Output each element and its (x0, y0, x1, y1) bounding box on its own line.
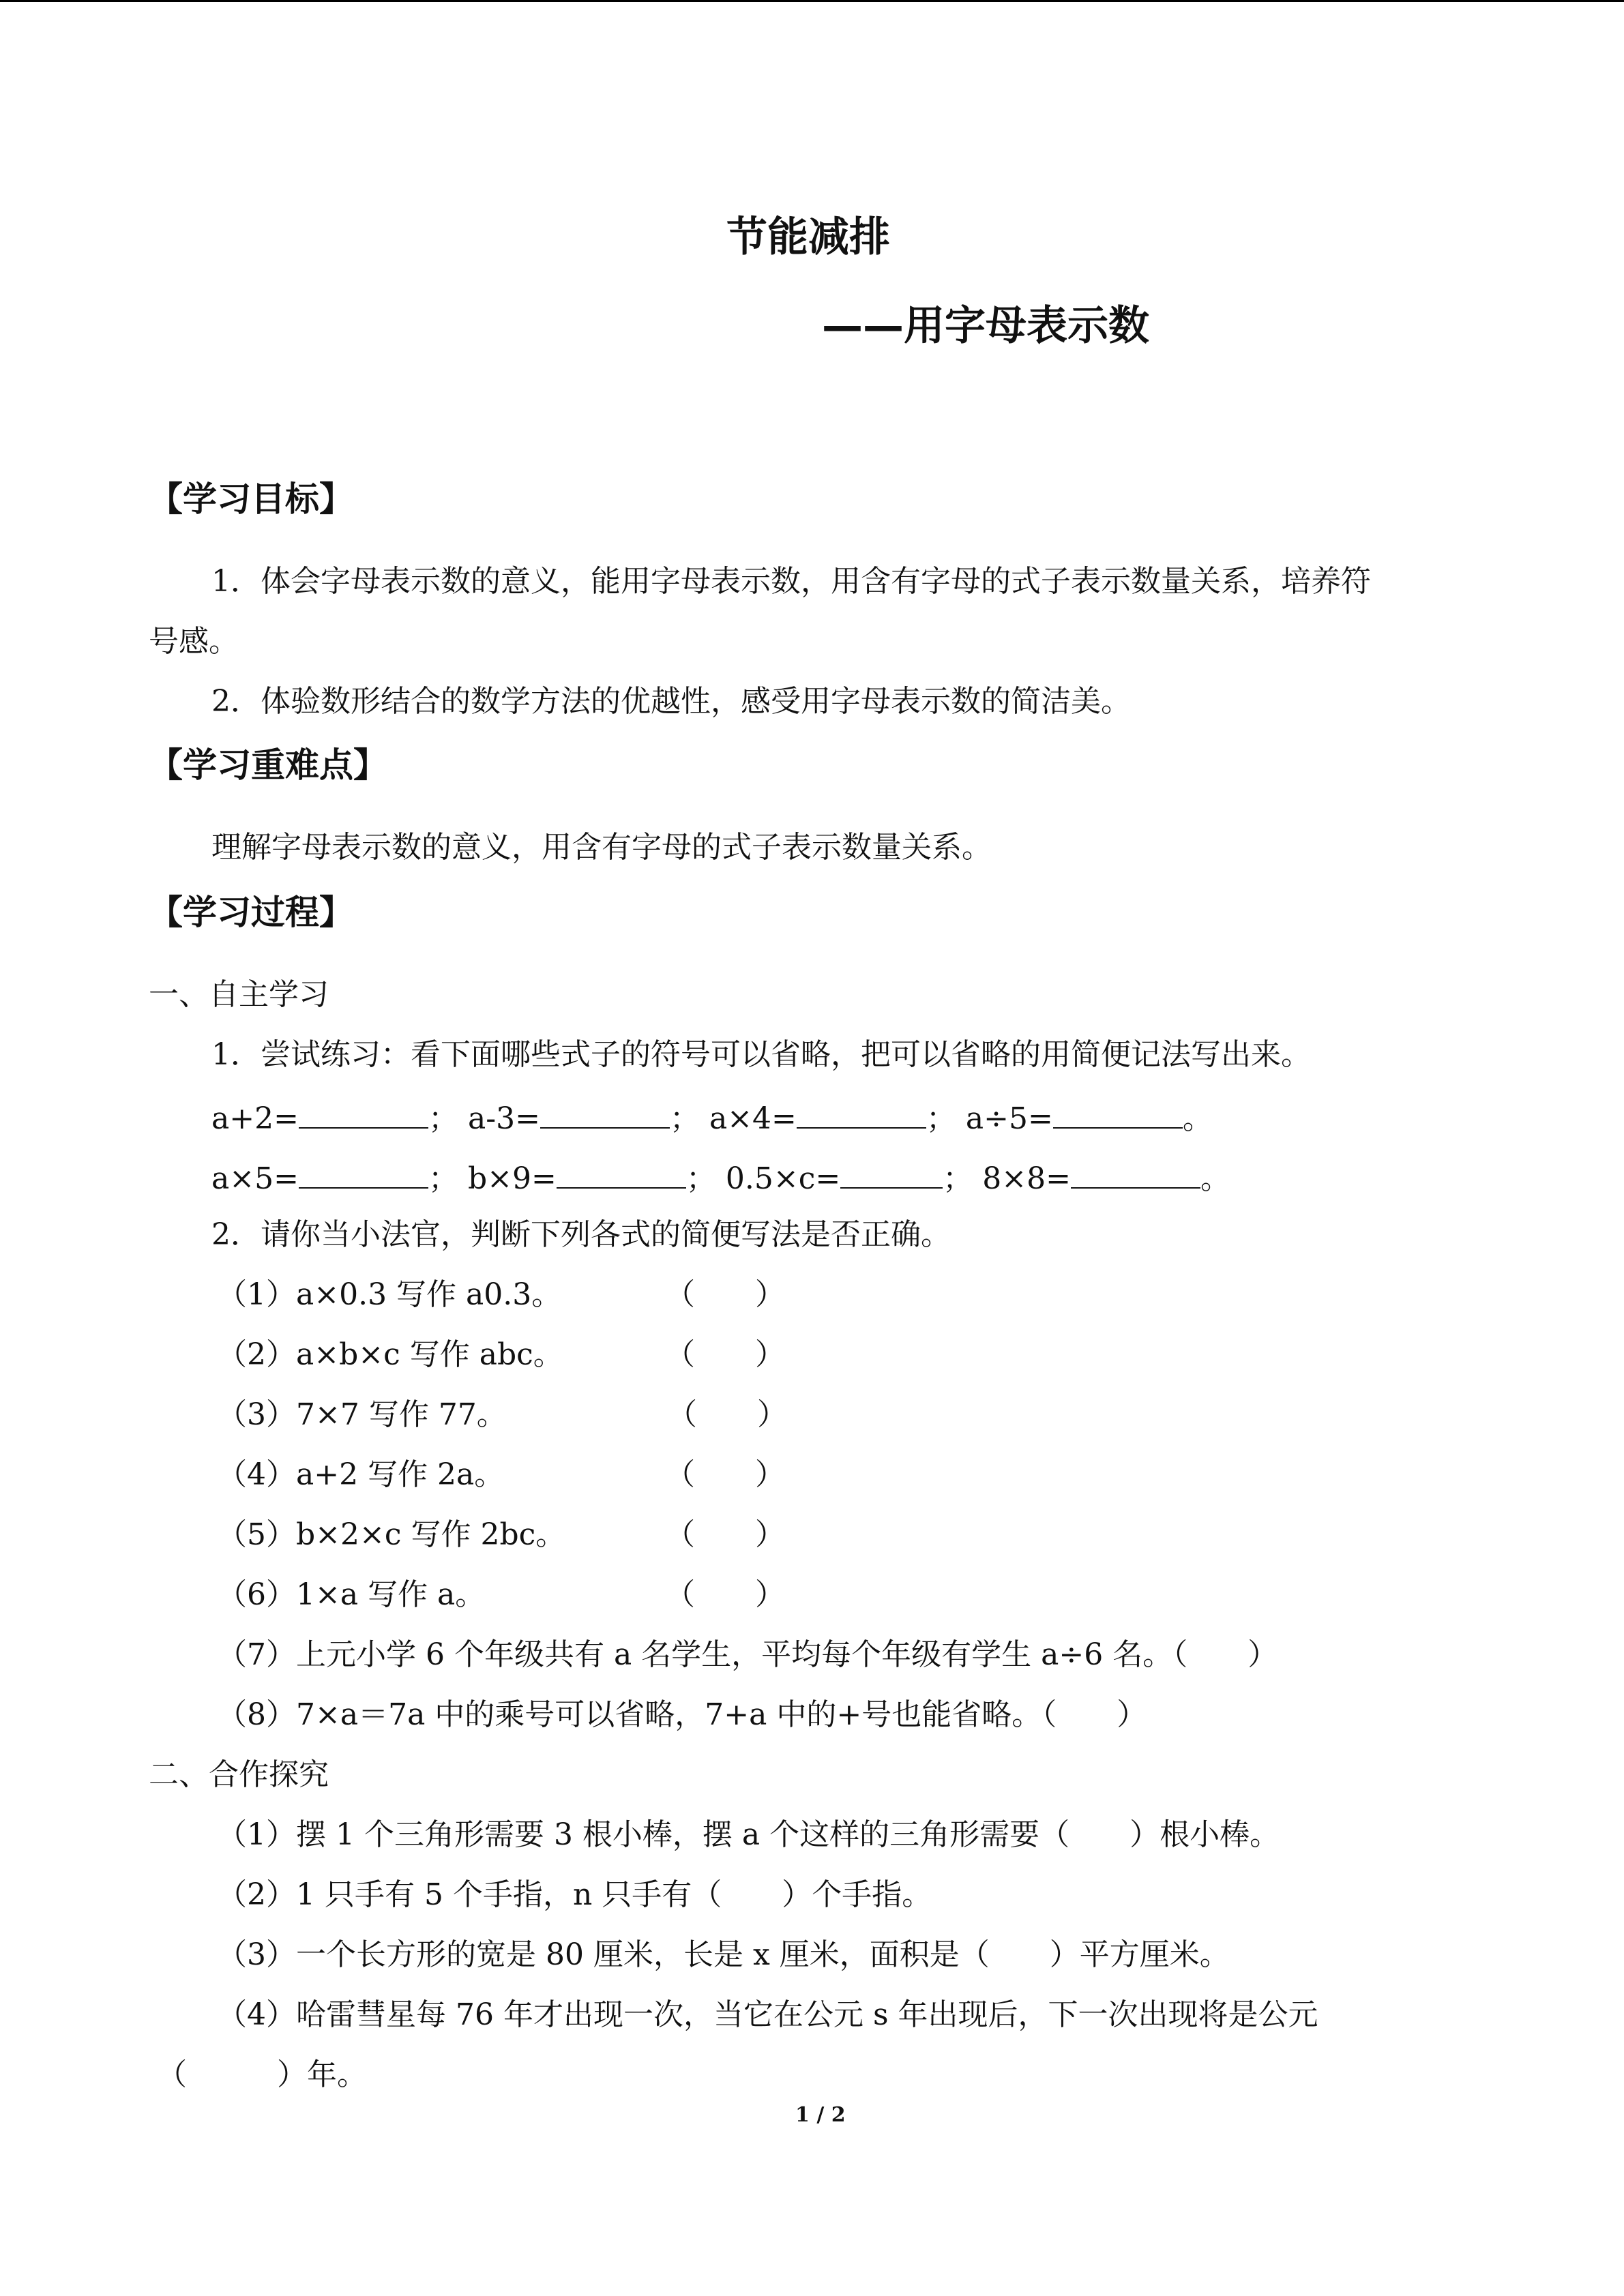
part2-question-3: （3）一个长方形的宽是 80 厘米，长是 x 厘米，面积是（ ）平方厘米。 (217, 1937, 1230, 1972)
judgment-2: （2）a×b×c 写作 abc。 (217, 1337, 563, 1372)
expression: a×5= (211, 1161, 299, 1196)
part1-question-2: 2．请你当小法官，判断下列各式的简便写法是否正确。 (211, 1217, 951, 1252)
judgment-3: （3）7×7 写作 77。 (217, 1397, 507, 1432)
fill-in-row-1 (211, 1100, 1213, 1134)
separator: 。 (1200, 1161, 1230, 1196)
heading-key-points: 【学习重难点】 (149, 745, 387, 785)
document-title: 节能减排 (726, 213, 890, 261)
part1-question-1: 1．尝试练习：看下面哪些式子的符号可以省略，把可以省略的用简便记法写出来。 (211, 1037, 1311, 1072)
expression: a-3= (467, 1101, 540, 1136)
page-top-border (0, 0, 1624, 2)
part2-question-4-continued: （ ）年。 (157, 2057, 367, 2092)
answer-blank[interactable] (299, 1160, 428, 1189)
judgment-answer-paren[interactable]: （ ） (665, 1337, 785, 1372)
part2-title: 二、合作探究 (149, 1757, 329, 1792)
judgment-answer-paren[interactable]: （ ） (667, 1397, 787, 1432)
answer-blank[interactable] (1071, 1160, 1200, 1189)
answer-blank[interactable] (797, 1100, 926, 1129)
separator: ； (428, 1161, 458, 1196)
expression: 0.5×c= (725, 1161, 841, 1196)
answer-blank[interactable] (1053, 1100, 1183, 1129)
separator: 。 (1182, 1101, 1213, 1136)
answer-blank[interactable] (840, 1160, 943, 1189)
answer-blank[interactable] (299, 1100, 428, 1129)
expression: 8×8= (982, 1161, 1071, 1196)
part2-question-1: （1）摆 1 个三角形需要 3 根小棒，摆 a 个这样的三角形需要（ ）根小棒。 (217, 1817, 1280, 1852)
goal-item-1-continued: 号感。 (149, 624, 239, 659)
document-subtitle: ——用字母表示数 (822, 302, 1149, 350)
part1-title: 一、自主学习 (149, 977, 329, 1012)
judgment-answer-paren[interactable]: （ ） (665, 1457, 785, 1492)
judgment-answer-paren[interactable]: （ ） (665, 1277, 785, 1312)
answer-blank[interactable] (557, 1160, 686, 1189)
goal-item-2: 2．体验数形结合的数学方法的优越性，感受用字母表示数的简洁美。 (211, 684, 1131, 719)
key-points-text: 理解字母表示数的意义，用含有字母的式子表示数量关系。 (211, 830, 992, 865)
answer-blank[interactable] (540, 1100, 670, 1129)
judgment-7: （7）上元小学 6 个年级共有 a 名学生，平均每个年级有学生 a÷6 名。（ ） (217, 1637, 1278, 1672)
judgment-5: （5）b×2×c 写作 2bc。 (217, 1517, 566, 1552)
separator: ； (926, 1101, 956, 1136)
expression: a÷5= (965, 1101, 1053, 1136)
separator: ； (685, 1161, 716, 1196)
judgment-answer-paren[interactable]: （ ） (665, 1577, 785, 1612)
heading-learning-process: 【学习过程】 (149, 893, 353, 932)
separator: ； (428, 1101, 458, 1136)
part2-question-4: （4）哈雷彗星每 76 年才出现一次，当它在公元 s 年出现后，下一次出现将是公元 (217, 1997, 1318, 2032)
goal-item-1: 1．体会字母表示数的意义，能用字母表示数，用含有字母的式子表示数量关系，培养符 (211, 564, 1371, 599)
expression: a×4= (709, 1101, 797, 1136)
judgment-answer-paren[interactable]: （ ） (665, 1517, 785, 1552)
heading-learning-goals: 【学习目标】 (149, 479, 353, 519)
page-number: 1 / 2 (795, 2103, 846, 2127)
part2-question-2: （2）1 只手有 5 个手指，n 只手有（ ）个手指。 (217, 1877, 932, 1912)
judgment-8: （8）7×a＝7a 中的乘号可以省略，7+a 中的+号也能省略。（ ） (217, 1697, 1147, 1732)
fill-in-row-2 (211, 1160, 1230, 1194)
judgment-6: （6）1×a 写作 a。 (217, 1577, 486, 1612)
expression: a+2= (211, 1101, 299, 1136)
separator: ； (669, 1101, 700, 1136)
expression: b×9= (467, 1161, 557, 1196)
separator: ； (943, 1161, 973, 1196)
judgment-1: （1）a×0.3 写作 a0.3。 (217, 1277, 562, 1312)
judgment-4: （4）a+2 写作 2a。 (217, 1457, 505, 1492)
